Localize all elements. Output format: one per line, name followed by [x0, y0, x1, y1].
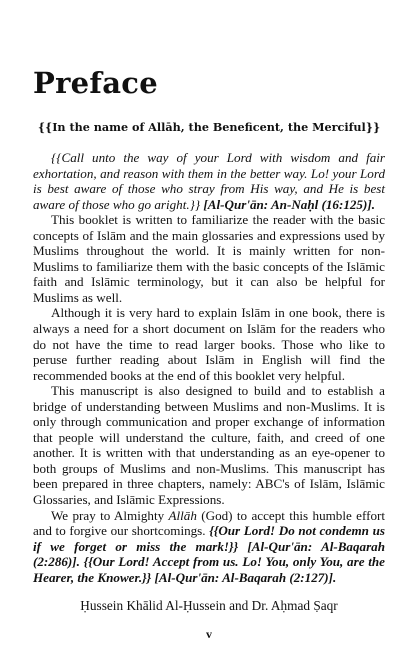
prayer-middle: (God) to accept this humble effort and to forgive our shortcomings. [33, 507, 385, 539]
prayer-citation-2: [Al-Qur'ān: Al-Baqarah (2:127)]. [154, 569, 337, 585]
document-page [33, 66, 385, 614]
verse-citation: [Al-Qur'ān: An-Naḥl (16:125)]. [203, 196, 375, 212]
page-number: v [206, 627, 212, 641]
prayer-quote-1: {{Our Lord! Do not condemn us if we forget or miss the mark!}} [33, 523, 385, 554]
page-title: Preface [33, 66, 159, 100]
prayer-quote-2: {{Our Lord! Accept from us. Lo! You, only You, are the Hearer, the Knower.}} [33, 554, 385, 585]
basmala-heading: {{In the name of Allāh, the Beneficent, the Merciful}} [37, 120, 381, 134]
verse-text: {{Call unto the way of your Lord with wisdom and fair exhortation, and reason with them in the better way. Lo! your Lord is best aware of those who stray from His way, and He is best aware of those who go aright.}} [33, 150, 385, 212]
prayer-allah: Allāh [168, 507, 197, 523]
paragraph-bridge: This manuscript is also designed to build and to establish a bridge of understanding between Muslims and non-Muslims. It is only through communication and proper exchange of information that people will understand the culture, faith, and creed of one another. It is written with that understanding as an eye-opener to both groups of Muslims and non-Muslims. This manuscript has been prepared in three chapters, namely: ABC's of Islām, Islāmic Glossaries, and Islāmic Expressions. [33, 383, 385, 508]
author-signature: Ḥussein Khālid Al-Ḥussein and Dr. Aḥmad Ṣaqr [80, 598, 338, 614]
prayer-citation-1: [Al-Qur'ān: Al-Baqarah (2:286)]. [33, 538, 385, 570]
paragraph-prayer [33, 508, 385, 586]
opening-verse [33, 150, 385, 212]
paragraph-purpose: This booklet is written to familiarize the reader with the basic concepts of Islām and the main glossaries and expressions used by Muslims throughout the world. It is mainly written for non-Muslims to familiarize them with the basic concepts of the Islāmic faith and Islāmic terminology, but it can also be helpful for Muslims as well. [33, 212, 385, 305]
prayer-intro: We pray to Almighty [51, 507, 165, 523]
paragraph-difficulty: Although it is very hard to explain Islām in one book, there is always a need for a short document on Islām for the readers who do not have the time to read larger books. Those who like to peruse further reading about Islām in English will find the recommended books at the end of this booklet very helpful. [33, 305, 385, 383]
